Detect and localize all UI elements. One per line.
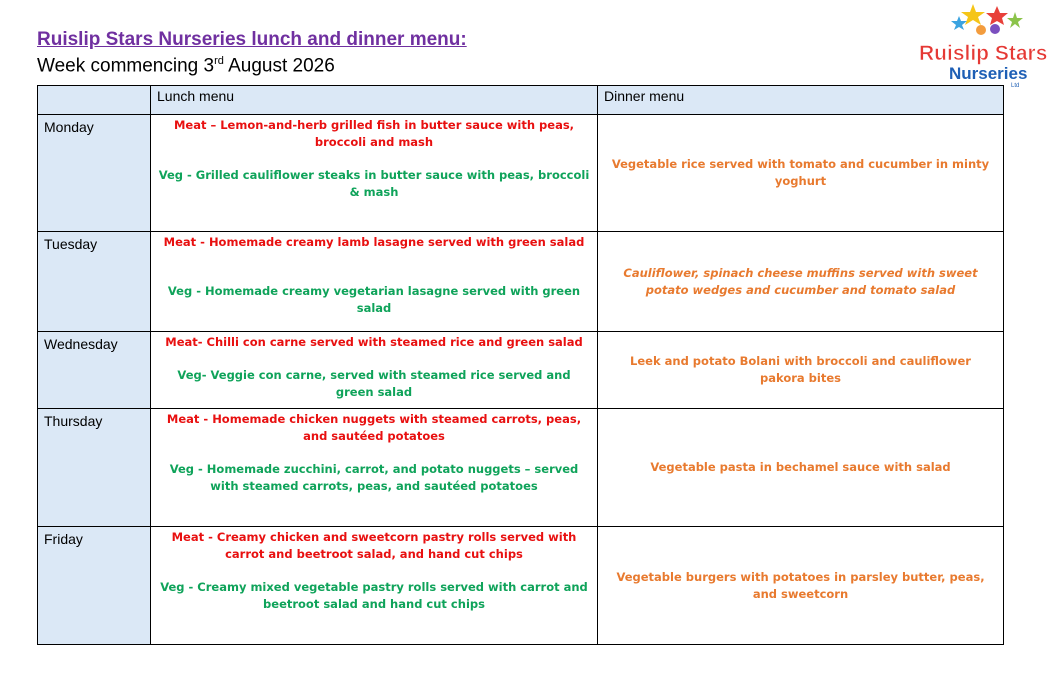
table-row [38, 527, 1004, 645]
lunch-cell [151, 527, 598, 645]
table-row [38, 232, 1004, 332]
lunch-cell [151, 115, 598, 232]
veg-option: Veg - Homemade creamy vegetarian lasagne served with green salad [167, 284, 581, 315]
veg-option: Veg - Grilled cauliflower steaks in butter sauce with peas, broccoli & mash [158, 168, 590, 199]
header-day [38, 86, 151, 115]
day-cell: Monday [38, 115, 151, 232]
week-prefix: Week commencing 3 [37, 55, 215, 77]
day-cell: Thursday [38, 409, 151, 527]
veg-option: Veg - Homemade zucchini, carrot, and potato nuggets – served with steamed carrots, peas, and sautéed potatoes [169, 462, 579, 493]
dinner-cell: Vegetable pasta in bechamel sauce with salad [598, 409, 1004, 527]
menu-table [37, 85, 1004, 645]
meat-option: Meat – Lemon-and-herb grilled fish in butter sauce with peas, broccoli and mash [173, 118, 575, 149]
dinner-cell: Leek and potato Bolani with broccoli and cauliflower pakora bites [598, 332, 1004, 409]
dinner-cell: Cauliflower, spinach cheese muffins served with sweet potato wedges and cucumber and tomato salad [598, 232, 1004, 332]
week-ordinal: rd [214, 55, 224, 67]
lunch-cell [151, 232, 598, 332]
meat-option: Meat - Homemade chicken nuggets with steamed carrots, peas, and sautéed potatoes [166, 412, 582, 443]
logo-line3: Ltd [1011, 83, 1020, 88]
table-row [38, 332, 1004, 409]
meat-option: Meat- Chilli con carne served with steamed rice and green salad [165, 335, 583, 349]
page-title: Ruislip Stars Nurseries lunch and dinner menu: [37, 29, 467, 50]
dinner-cell: Vegetable burgers with potatoes in parsley butter, peas, and sweetcorn [598, 527, 1004, 645]
day-cell: Tuesday [38, 232, 151, 332]
meat-option: Meat - Homemade creamy lamb lasagne served with green salad [163, 235, 585, 249]
header-row [38, 86, 1004, 115]
nursery-logo [915, 2, 1049, 88]
veg-option: Veg- Veggie con carne, served with steamed rice served and green salad [177, 368, 571, 399]
veg-option: Veg - Creamy mixed vegetable pastry rolls served with carrot and beetroot salad and hand cut chips [160, 580, 588, 611]
header-dinner: Dinner menu [598, 86, 1004, 115]
day-cell: Friday [38, 527, 151, 645]
lunch-cell [151, 332, 598, 409]
header-lunch: Lunch menu [151, 86, 598, 115]
dinner-cell: Vegetable rice served with tomato and cucumber in minty yoghurt [598, 115, 1004, 232]
lunch-cell [151, 409, 598, 527]
table-row [38, 409, 1004, 527]
day-cell: Wednesday [38, 332, 151, 409]
week-commencing [37, 55, 335, 77]
logo-stars [951, 4, 1023, 35]
week-suffix: August 2026 [223, 55, 335, 77]
logo-line2: Nurseries [949, 64, 1028, 83]
meat-option: Meat - Creamy chicken and sweetcorn pastry rolls served with carrot and beetroot salad, and hand cut chips [171, 530, 577, 561]
table-row [38, 115, 1004, 232]
logo-line1: Ruislip Stars [919, 42, 1048, 65]
